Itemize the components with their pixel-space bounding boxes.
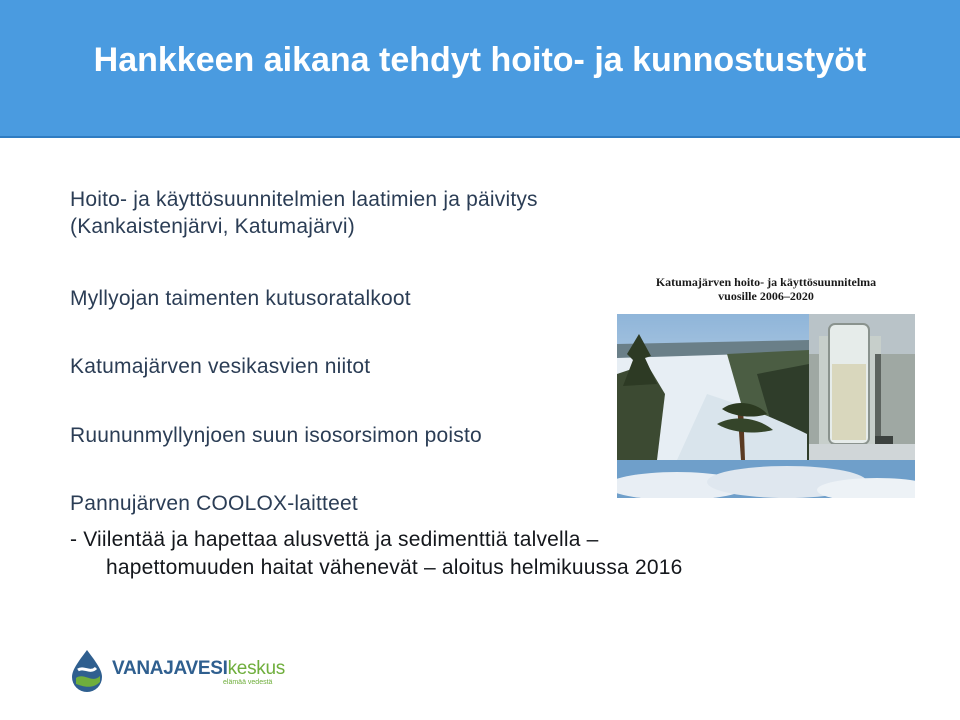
drop-icon bbox=[68, 648, 106, 692]
logo-brand: VANAJAVESI bbox=[112, 658, 228, 679]
title-bar bbox=[0, 0, 960, 138]
document-title bbox=[617, 275, 915, 303]
coolox-line-1: - Viilentää ja hapettaa alusvettä ja sedimenttiä talvella – bbox=[70, 528, 599, 551]
plan-document-cover bbox=[617, 270, 915, 498]
bullet-gravel: Myllyojan taimenten kutusoratalkoot bbox=[70, 287, 411, 310]
document-title-line-2: vuosille 2006–2020 bbox=[718, 289, 814, 303]
bullet-removal: Ruununmyllynjoen suun isosorsimon poisto bbox=[70, 424, 482, 447]
vanajavesi-logo bbox=[68, 648, 285, 698]
logo-brand-suffix: keskus bbox=[227, 658, 285, 679]
bullet-mowing: Katumajärven vesikasvien niitot bbox=[70, 355, 371, 378]
bullet-plans bbox=[70, 186, 670, 240]
slide-title: Hankkeen aikana tehdyt hoito- ja kunnostustyöt bbox=[93, 41, 867, 79]
coolox-description bbox=[70, 526, 770, 582]
logo-wordmark bbox=[112, 658, 285, 680]
water-sample-photo bbox=[809, 314, 915, 460]
logo-tagline: elämää vedestä bbox=[223, 679, 273, 686]
bullet-plans-text: Hoito- ja käyttösuunnitelmien laatimien ja päivitys (Kankaistenjärvi, Katumajärvi) bbox=[70, 188, 538, 238]
document-title-line-1: Katumajärven hoito- ja käyttösuunnitelma bbox=[655, 275, 877, 289]
sky-photo bbox=[617, 460, 915, 498]
coolox-line-2: hapettomuuden haitat vähenevät – aloitus helmikuussa 2016 bbox=[106, 556, 683, 579]
lake-winter-photo bbox=[617, 314, 809, 460]
bullet-coolox: Pannujärven COOLOX-laitteet bbox=[70, 492, 358, 515]
